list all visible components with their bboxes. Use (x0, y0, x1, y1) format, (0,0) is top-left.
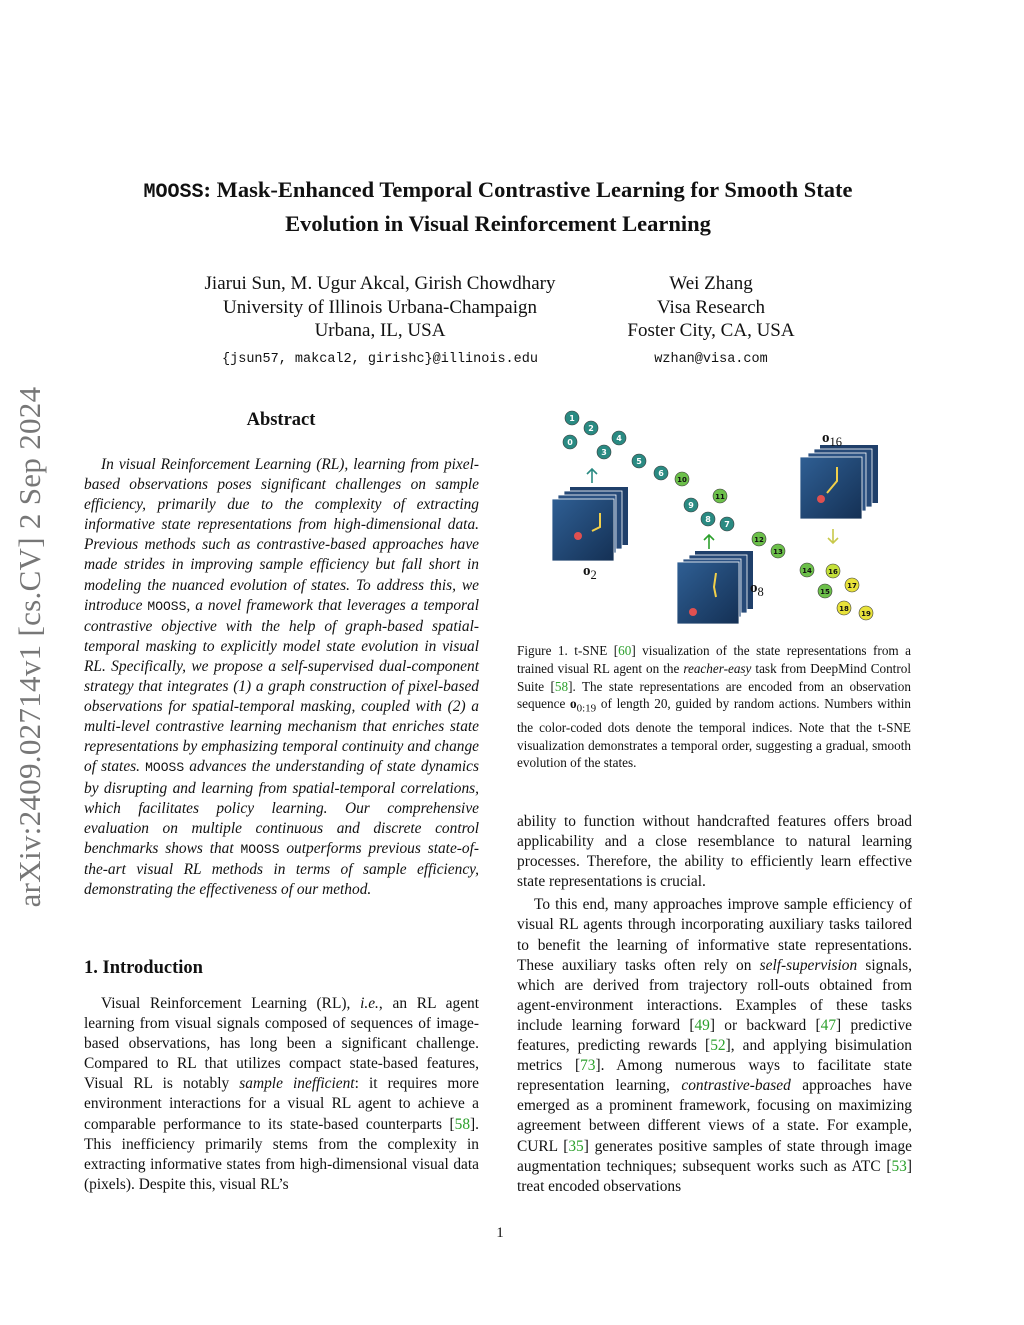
citation-link[interactable]: 47 (820, 1016, 837, 1034)
tsne-point (563, 435, 577, 449)
figure-caption: Figure 1. t-SNE [60] visualization of the state representations from a trained visual RL agent on the reacher-easy task from DeepMind Control Suite [58]. The state representations are encoded from an observation sequence $o_{0:19}$ of length 20, guided by random actions. Numbers within the color-coded dots denote the temporal indices. Note that the t-SNE visualization demonstrates a temporal order, suggesting a gradual, smooth evolution of the states. (517, 643, 912, 771)
observation-frames-o8 (677, 551, 753, 624)
tsne-point (597, 445, 611, 459)
tsne-point-label: 17 (847, 582, 857, 590)
tsne-point (752, 532, 766, 546)
tsne-point (632, 454, 646, 468)
tsne-point (565, 411, 579, 425)
citation-link[interactable]: 60 (618, 643, 632, 658)
arxiv-identifier: arXiv:2409.02714v1 [cs.CV] 2 Sep 2024 (12, 386, 47, 908)
citation-link[interactable]: 53 (891, 1157, 907, 1175)
author-names: Jiarui Sun, M. Ugur Akcal, Girish Chowdhary (204, 273, 556, 294)
tsne-point-label: 16 (828, 568, 838, 576)
tsne-point (818, 584, 832, 598)
tsne-point-label: 12 (754, 536, 764, 544)
tsne-point-label: 15 (820, 588, 830, 596)
title-line1-rest: : Mask-Enhanced Temporal Contrastive Learning for Smooth State (203, 177, 853, 202)
author-block-right (600, 272, 822, 371)
author-location: Foster City, CA, USA (627, 320, 795, 341)
abstract-heading: Abstract (246, 410, 316, 430)
tsne-point-label: 19 (861, 610, 871, 618)
tsne-point-label: 6 (658, 469, 664, 478)
observation-frames-o2 (552, 487, 628, 561)
page-number: 1 (496, 1225, 504, 1241)
author-location: Urbana, IL, USA (314, 320, 446, 341)
observation-frames-o16 (800, 445, 878, 519)
intro-paragraph: Visual Reinforcement Learning (RL), i.e., an RL agent learning from visual signals composed of sequences of image-based observations, has long been a significant challenge. Compared to RL that utilizes compact state-based features, Visual RL is notably sample inefficient: it requires more environment interactions for a visual RL agent to achieve a comparable performance to its state-based counterparts [58]. This inefficiency primarily stems from the complexity in extracting informative states from high-dimensional visual data (pixels). Despite this, visual RL’s (84, 995, 479, 1193)
body-paragraph: ability to function without handcrafted features offers broad applicability and a close resemblance to natural learning processes. Therefore, the ability to efficiently learn effective state representations is crucial. (517, 813, 912, 891)
tsne-point-label: 4 (616, 434, 622, 443)
author-institution: University of Illinois Urbana-Champaign (223, 296, 537, 318)
tsne-point-label: 0 (567, 438, 573, 447)
tsne-point (654, 466, 668, 480)
body-paragraph: To this end, many approaches improve sample efficiency of visual RL agents through incorporating auxiliary tasks tailored to benefit the learning of informative state representations. These auxiliary tasks often rely on self-supervision signals, which are derived from trajectory roll-outs obtained from agent-environment interactions. Examples of these tasks include learning forward [49] or backward [47] predictive features, predicting rewards [52], and applying bisimulation metrics [73]. Among numerous ways to facilitate state representation learning, contrastive-based approaches have emerged as a prominent framework, focusing on maximizing agreement between different views of a state. For example, CURL [35] generates positive samples of state through image augmentation techniques; subsequent works such as ATC [53] treat encoded observations (517, 896, 913, 1195)
tsne-point-label: 5 (636, 457, 642, 466)
author-email: wzhan@visa.com (654, 351, 768, 367)
label-o8: $o_8$ (750, 580, 764, 599)
tsne-point-label: 1 (569, 414, 575, 423)
citation-link[interactable]: 49 (694, 1016, 710, 1034)
label-o16: $o_{16}$ (822, 430, 842, 449)
tsne-point-label: 11 (715, 493, 725, 501)
tsne-point (826, 564, 840, 578)
tsne-point-label: 10 (677, 476, 687, 484)
tsne-point (720, 517, 734, 531)
tsne-point (771, 544, 785, 558)
tsne-point (845, 578, 859, 592)
tsne-point-label: 7 (724, 520, 730, 529)
citation-link[interactable]: 58 (454, 1115, 471, 1133)
tsne-point (837, 601, 851, 615)
tsne-point-label: 2 (588, 424, 594, 433)
arrow-icon (704, 535, 714, 549)
tsne-point (800, 563, 814, 577)
tsne-point (713, 489, 727, 503)
tsne-point (584, 421, 598, 435)
tsne-point (684, 498, 698, 512)
citation-link[interactable]: 58 (554, 678, 569, 694)
arxiv-sidebar (6, 364, 54, 930)
arrow-icon (587, 469, 597, 483)
tsne-point-label: 8 (705, 515, 711, 524)
right-column-body (517, 812, 912, 1197)
author-email: {jsun57, makcal2, girishc}@illinois.edu (222, 351, 538, 367)
method-name: MOOSS (143, 181, 204, 204)
citation-link[interactable]: 73 (580, 1057, 596, 1075)
section-heading-introduction: 1. Introduction (84, 958, 203, 978)
tsne-point (701, 512, 715, 526)
author-block-left (180, 272, 580, 371)
tsne-point-label: 13 (773, 548, 783, 556)
abstract-paragraph: In visual Reinforcement Learning (RL), learning from pixel-based observations poses significant challenges on sample efficiency, primarily due to the complexity of extracting informative state representations from high-dimensional data. Previous methods such as contrastive-based approaches have made strides in improving sample efficiency but fall short in modeling the nuanced evolution of states. To address this, we introduce MOOSS, a novel framework that leverages a temporal contrastive objective with the help of graph-based spatial-temporal masking to explicitly model state evolution in visual RL. Specifically, we propose a self-supervised dual-component strategy that integrates (1) a graph construction of pixel-based observations for spatial-temporal masking, coupled with (2) a multi-level contrastive learning mechanism that enriches state representations by emphasizing temporal continuity and change of states. MOOSS advances the understanding of state dynamics by disrupting and learning from spatial-temporal correlations, which facilitates policy learning. Our comprehensive evaluation on multiple continuous and discrete control benchmarks shows that MOOSS outperforms previous state-of-the-art visual RL methods in terms of sample efficiency, demonstrating the effectiveness of our method. (84, 456, 480, 898)
tsne-point-label: 14 (802, 567, 812, 575)
tsne-point-label: 9 (688, 501, 694, 510)
intro-body (84, 994, 479, 1195)
abstract-body (84, 455, 479, 900)
paper-title (60, 174, 936, 239)
author-institution: Visa Research (656, 296, 766, 318)
tsne-point-label: 18 (839, 605, 849, 613)
label-o2: $o_2$ (583, 563, 597, 582)
tsne-point-label: 3 (601, 448, 607, 457)
tsne-point (612, 431, 626, 445)
citation-link[interactable]: 52 (710, 1037, 726, 1055)
tsne-point (859, 606, 873, 620)
tsne-point (675, 472, 689, 486)
citation-link[interactable]: 35 (568, 1137, 584, 1155)
arrow-icon (828, 529, 838, 543)
title-line2: Evolution in Visual Reinforcement Learning (285, 211, 711, 236)
author-names: Wei Zhang (669, 273, 753, 294)
